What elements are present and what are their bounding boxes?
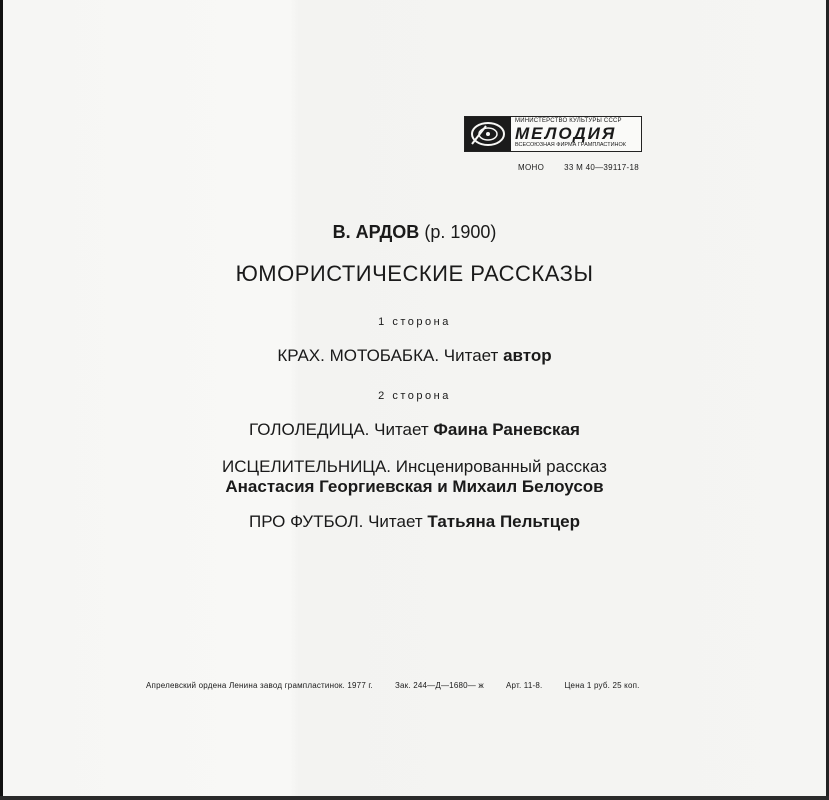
author-years: (р. 1900): [424, 222, 497, 242]
order-text: Зак. 244—Д—1680— ж: [394, 681, 484, 690]
track-title: ИСЦЕЛИТЕЛЬНИЦА.: [222, 457, 392, 476]
track-reads: Читает: [443, 346, 499, 365]
mono-label: МОНО: [518, 163, 545, 172]
track-performer: Фаина Раневская: [433, 420, 580, 439]
bottom-edge: [0, 796, 829, 800]
track-reads: Читает: [368, 512, 423, 531]
author-line: [0, 222, 829, 243]
company-text: ВСЕСОЮЗНАЯ ФИРМА ГРАМПЛАСТИНОК: [515, 142, 626, 148]
brand-name: МЕЛОДИЯ: [515, 124, 617, 143]
record-disc-icon: [465, 117, 511, 151]
track-title: КРАХ. МОТОБАБКА.: [277, 346, 440, 365]
track-title: ГОЛОЛЕДИЦА.: [249, 420, 370, 439]
track-reads: Инсценированный рассказ: [395, 457, 607, 476]
track-row: [0, 346, 829, 366]
album-title: ЮМОРИСТИЧЕСКИЕ РАССКАЗЫ: [235, 261, 594, 286]
track-performers: [0, 477, 829, 497]
ministry-text: МИНИСТЕРСТВО КУЛЬТУРЫ СССР: [515, 118, 622, 124]
side-2-label: 2 сторона: [378, 390, 451, 402]
track-performer: Анастасия Георгиевская и Михаил Белоусов: [225, 477, 604, 496]
track-row: [0, 420, 829, 440]
track-reads: Читает: [374, 420, 429, 439]
catalog-line: [518, 163, 659, 172]
melodiya-logo: [464, 116, 642, 152]
imprint-footer: [146, 681, 640, 690]
track-title: ПРО ФУТБОЛ.: [249, 512, 364, 531]
track-performer: Татьяна Пельтцер: [427, 512, 580, 531]
track-row: [0, 457, 829, 477]
track-performer: автор: [503, 346, 552, 365]
side-1-label: 1 сторона: [378, 316, 451, 328]
logo-text: [511, 117, 641, 151]
article-text: Арт. 11-8.: [505, 681, 543, 690]
catalog-number: 33 М 40—39117-18: [564, 163, 640, 172]
price-text: Цена 1 руб. 25 коп.: [564, 681, 640, 690]
author-name: В. АРДОВ: [332, 222, 420, 242]
track-row: [0, 512, 829, 532]
plant-text: Апрелевский ордена Ленина завод грампластинок. 1977 г.: [146, 681, 373, 690]
